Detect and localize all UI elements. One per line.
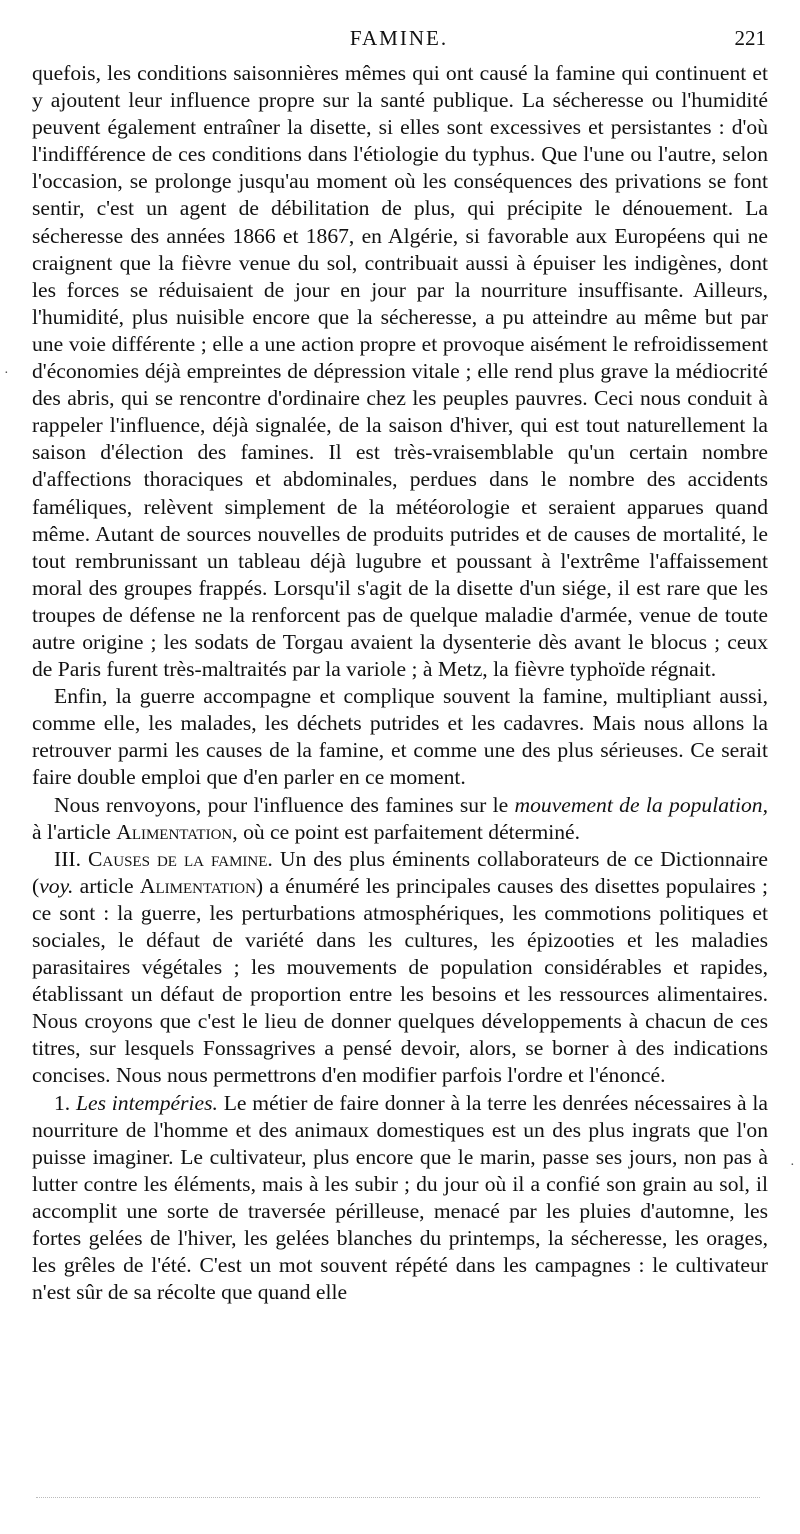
paragraph-continuation: quefois, les conditions saisonnières mêmes qui ont causé la famine qui continuent et y ajoutent leur influence propre sur la santé publique. La sécheresse ou l'humidité peuvent également entraîner la disette, si elles sont excessives et persistantes : d'où l'indifférence de ces conditions dans l'étiologie du typhus. Que l'une ou l'autre, selon l'occasion, se prolonge jusqu'au moment où les conséquences des privations se font sentir, c'est un agent de débilitation de plus, qui précipite le dénouement. La sécheresse des années 1866 et 1867, en Algérie, si favorable aux Européens qui ne craignent que la fièvre venue du sol, contribuait aussi à épuiser les indigènes, dont les forces se réduisaient de jour en jour par la nourriture insuffisante. Ailleurs, l'humidité, plus nuisible encore que la sécheresse, a pu atteindre au même but par une voie différente ; elle a une action propre et provoque aisément le refroidissement d'économies déjà empreintes de dépression vitale ; elle rend plus grave la médiocrité des abris, qui se rencontre d'ordinaire chez les peuples pauvres. Ceci nous conduit à rappeler l'influence, déjà signalée, de la saison d'hiver, qui est tout naturellement la saison d'élection des famines. Il est très-vraisemblable qu'un certain nombre d'affections thoraciques et abdominales, perdues dans le nombre des accidents faméliques, relèvent simplement de la météorologie et seraient apparues quand même. Autant de sources nouvelles de produits putrides et de causes de mortalité, le tout rembrunissant un tableau déjà lugubre et poussant à l'extrême l'affaissement moral des groupes frappés. Lorsqu'il s'agit de la disette d'un siége, il est rare que les troupes de défense ne la renforcent pas de quelque maladie d'armée, venue de toute autre origine ; les sodats de Torgau avaient la dysenterie dès avant le blocus ; ceux de Paris furent très-maltraités par la variole ; à Metz, la fièvre typhoïde régnait. <box>32 61 768 682</box>
section-number: III. <box>54 846 89 871</box>
margin-mark: · <box>4 366 9 381</box>
page-header <box>32 26 766 56</box>
page-number: 221 <box>734 26 766 50</box>
subsection-intemperies <box>32 1090 768 1307</box>
emphasis-text: mouvement de la population, <box>514 792 768 817</box>
cross-reference: Alimentation <box>139 873 256 898</box>
paragraph-text: article <box>73 873 140 898</box>
paragraph-text: Nous renvoyons, pour l'influence des famines sur le <box>54 792 515 817</box>
section-causes <box>32 846 768 1090</box>
bottom-scan-rule <box>36 1497 760 1498</box>
cross-reference: Alimentation <box>116 819 233 844</box>
paragraph-war: Enfin, la guerre accompagne et complique souvent la famine, multipliant aussi, comme elle, les malades, les déchets putrides et les cadavres. Mais nous allons la retrouver parmi les causes de la famine, et comme une des plus sérieuses. Ce serait faire double emploi que d'en parler en ce moment. <box>32 684 768 790</box>
subsection-number: 1. <box>54 1090 76 1115</box>
section-heading: Causes de la famine. <box>88 846 273 871</box>
running-title: FAMINE. <box>349 26 449 50</box>
margin-mark: · <box>790 1158 795 1173</box>
paragraph-text: , où ce point est parfaitement déterminé. <box>232 819 581 844</box>
paragraph-text: à l'article <box>32 819 117 844</box>
voy-abbreviation: voy. <box>39 873 74 898</box>
subsection-heading: Les intempéries. <box>76 1090 218 1115</box>
paragraph-text: Un des plus éminents collaborateurs de ce Dictionnaire ( <box>32 846 769 898</box>
paragraph-population <box>32 792 768 846</box>
paragraph-text: Le métier de faire donner à la terre les denrées nécessaires à la nourriture de l'homme et des animaux domestiques est un des plus ingrats que l'on puisse imaginer. Le cultivateur, plus encore que le marin, passe ses jours, non pas à lutter contre les éléments, mais à les subir ; du jour où il a confié son grain au sol, il accomplit une sorte de traversée périlleuse, menacé par les pluies d'automne, les fortes gelées de l'hiver, les gelées blanches du printemps, la sécheresse, les orages, les grêles de l'été. C'est un mot souvent répété dans les campagnes : le cultivateur n'est sûr de sa récolte que quand elle <box>32 1090 769 1305</box>
body-text <box>32 60 768 1306</box>
paragraph-text: ) a énuméré les principales causes des disettes populaires ; ce sont : la guerre, les perturbations atmosphériques, les commotions politiques et sociales, le défaut de variété dans les cultures, les épizooties et les maladies parasitaires végétales ; les mouvements de population considérables et rapides, établissant un défaut de proportion entre les besoins et les ressources alimentaires. Nous croyons que c'est le lieu de donner quelques développements à chacun de ces titres, sur lesquels Fonssagrives a pensé devoir, alors, se borner à des indications concises. Nous nous permettrons d'en modifier parfois l'ordre et l'énoncé. <box>32 873 768 1088</box>
